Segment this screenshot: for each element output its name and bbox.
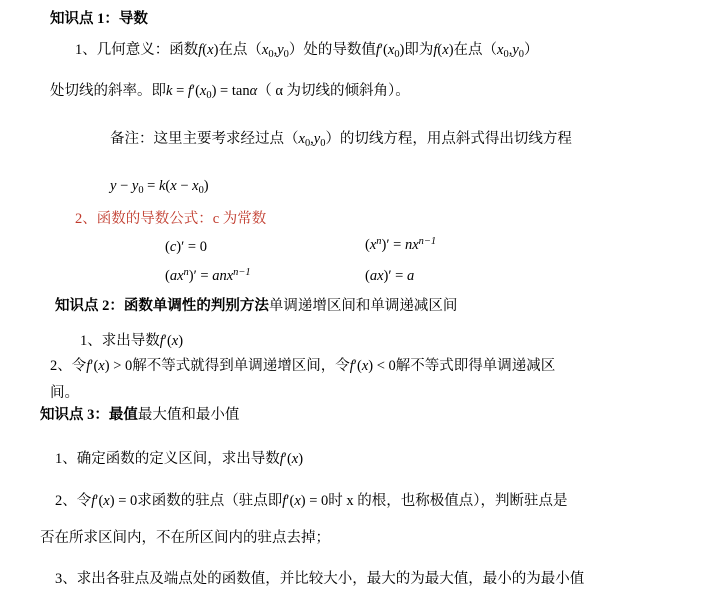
- math-f: f: [375, 42, 380, 58]
- section-heading-1: [50, 8, 148, 30]
- math-x: x: [497, 42, 504, 58]
- math-paren: ): [381, 237, 387, 253]
- math-prime: ′: [286, 493, 290, 509]
- section-heading-2-text: 知识点 2：函数单调性的判别方法: [55, 298, 269, 314]
- math-prime: ′: [95, 493, 99, 509]
- math-prime: ′: [283, 451, 287, 467]
- math-x: x: [442, 42, 449, 58]
- math-paren: (: [365, 268, 370, 284]
- formula-constant-derivative: [165, 236, 207, 258]
- text-run: 2、令: [50, 358, 87, 374]
- math-paren: ): [176, 239, 182, 255]
- text-run: 2、函数的导数公式：c 为常数: [75, 211, 267, 227]
- math-f: f: [279, 451, 284, 467]
- text-run: 1、确定函数的定义区间，求出导数: [55, 451, 280, 467]
- text-run: 时 x 的根，也称极值点），判断驻点是: [328, 493, 568, 509]
- math-prime: ′: [379, 42, 384, 58]
- text-run: 2、令: [55, 493, 92, 509]
- text-run: ）的切线方程，用点斜式得出切线方程: [325, 131, 572, 147]
- math-paren: (: [165, 268, 170, 284]
- math-x: x: [291, 451, 299, 467]
- math-prime: ′: [353, 358, 357, 374]
- math-y: y: [512, 42, 519, 58]
- math-paren: ): [368, 358, 374, 374]
- paragraph-step1-extremum: [55, 448, 303, 470]
- math-paren: ): [211, 83, 217, 99]
- math-paren: ): [298, 451, 304, 467]
- formula-coefficient-power-derivative: [165, 265, 251, 287]
- math-f: f: [282, 493, 287, 509]
- math-sub: 0: [268, 48, 274, 60]
- paragraph-note: [110, 128, 572, 152]
- math-x: x: [192, 178, 199, 194]
- paragraph-step3-extremum: [55, 568, 584, 590]
- paragraph-step2-monotonic-cont: [50, 382, 79, 404]
- paragraph-step2-extremum-cont: [40, 527, 330, 549]
- math-paren: (: [383, 42, 388, 58]
- math-paren: ): [213, 42, 219, 58]
- math-prime: ′: [386, 237, 390, 253]
- math-paren: ): [178, 333, 184, 349]
- math-minus: −: [120, 178, 129, 194]
- math-eq: =: [395, 268, 404, 284]
- math-y: y: [131, 178, 139, 194]
- math-paren: (: [202, 42, 208, 58]
- math-comma: ,: [310, 131, 314, 147]
- math-zero: 0: [321, 493, 329, 509]
- math-a: a: [406, 268, 415, 284]
- equation-point-slope: [110, 175, 209, 199]
- math-paren: (: [165, 239, 170, 255]
- text-run: 在点（: [218, 42, 262, 58]
- math-paren: (: [356, 358, 362, 374]
- math-nx: nx: [404, 237, 419, 253]
- math-paren: ): [300, 493, 306, 509]
- math-ax: ax: [369, 268, 384, 284]
- math-x: x: [171, 333, 179, 349]
- formula-power-derivative: [365, 234, 436, 256]
- math-prime: ′: [193, 268, 197, 284]
- math-x: x: [207, 42, 214, 58]
- math-sub: 0: [304, 137, 311, 149]
- math-c: c: [169, 239, 177, 255]
- math-sup: n−1: [233, 267, 251, 278]
- section-heading-3: [40, 404, 239, 426]
- text-run: 否在所求区间内，不在所区间内的驻点去掉；: [40, 530, 330, 546]
- math-x: x: [103, 493, 110, 509]
- math-prime: ′: [181, 239, 185, 255]
- paragraph-slope: [50, 80, 410, 104]
- math-f: f: [349, 358, 354, 374]
- math-paren: (: [166, 333, 172, 349]
- math-paren: (: [437, 42, 443, 58]
- math-paren: ): [104, 358, 110, 374]
- math-tan: tan: [231, 83, 250, 99]
- paragraph-step2-monotonic: [50, 355, 555, 377]
- math-comma: ,: [273, 42, 278, 58]
- math-eq: =: [187, 239, 197, 255]
- formula-linear-derivative: [365, 265, 414, 287]
- text-run: 解不等式即得单调递减区: [395, 358, 556, 374]
- math-zero: 0: [199, 239, 207, 255]
- math-x: x: [199, 83, 207, 99]
- paragraph-step1-monotonic: [80, 330, 183, 352]
- math-paren: ): [109, 493, 115, 509]
- math-paren: (: [98, 493, 104, 509]
- math-sup: n: [183, 267, 189, 278]
- math-f: f: [187, 83, 192, 99]
- math-sub: 0: [320, 137, 326, 149]
- math-eq: =: [200, 268, 209, 284]
- math-eq: =: [393, 237, 402, 253]
- math-sub: 0: [518, 48, 524, 60]
- text-run: 求函数的驻点（驻点即: [137, 493, 283, 509]
- math-prime: ′: [163, 333, 167, 349]
- paragraph-derivative-formulas-title: [75, 208, 266, 230]
- section-heading-3-text: 知识点 3：最值: [40, 407, 138, 423]
- text-run: 解不等式就得到单调递增区间，令: [132, 358, 350, 374]
- math-x: x: [170, 178, 177, 194]
- math-minus: −: [180, 178, 189, 194]
- math-x: x: [98, 358, 105, 374]
- math-y: y: [110, 178, 117, 194]
- math-comma: ,: [508, 42, 513, 58]
- math-f: f: [433, 42, 438, 58]
- math-paren: ): [448, 42, 454, 58]
- text-run: 即为: [404, 42, 434, 58]
- math-zero: 0: [125, 358, 133, 374]
- math-y: y: [277, 42, 284, 58]
- text-run: 1、几何意义：函数: [75, 42, 199, 58]
- math-prime: ′: [388, 268, 392, 284]
- text-run: （ α 为切线的倾斜角）。: [257, 83, 410, 99]
- math-paren: ): [383, 268, 389, 284]
- math-eq: =: [118, 493, 127, 509]
- math-paren: (: [93, 358, 99, 374]
- section-heading-2-rest: 单调递增区间和单调递减区间: [268, 298, 458, 314]
- math-prime: ′: [90, 358, 94, 374]
- math-k: k: [166, 83, 173, 99]
- math-anx: anx: [212, 268, 234, 284]
- math-paren: ): [203, 178, 209, 194]
- math-sub: 0: [394, 48, 400, 60]
- paragraph-geometric-meaning: [75, 39, 538, 63]
- math-x: x: [298, 131, 305, 147]
- text-run: 间。: [50, 385, 79, 401]
- math-sup: n: [376, 236, 382, 247]
- math-zero: 0: [130, 493, 138, 509]
- math-sub: 0: [198, 184, 204, 196]
- math-paren: (: [165, 178, 171, 194]
- math-sup: n−1: [418, 236, 437, 247]
- math-f: f: [91, 493, 96, 509]
- math-alpha: α: [249, 83, 258, 99]
- math-sub: 0: [503, 48, 509, 60]
- math-y: y: [313, 131, 321, 147]
- math-gt: >: [113, 358, 122, 374]
- math-lt: <: [376, 358, 385, 374]
- paragraph-step2-extremum: [55, 490, 568, 512]
- text-run: 备注：这里主要考求经过点（: [110, 131, 299, 147]
- math-f: f: [159, 333, 164, 349]
- text-run: 处切线的斜率。即: [50, 83, 166, 99]
- text-run: 3、求出各驻点及端点处的函数值，并比较大小，最大的为最大值，最小的为最小值: [55, 571, 585, 587]
- math-sub: 0: [138, 184, 144, 196]
- math-x: x: [294, 493, 301, 509]
- math-eq: =: [176, 83, 185, 99]
- text-run: ）: [523, 42, 539, 58]
- math-paren: ): [188, 268, 194, 284]
- section-heading-2: [55, 295, 457, 317]
- math-paren: (: [365, 237, 370, 253]
- math-k: k: [158, 178, 166, 194]
- math-eq: =: [220, 83, 229, 99]
- section-heading-1-text: 知识点 1：导数: [50, 11, 148, 27]
- math-f: f: [86, 358, 91, 374]
- math-prime: ′: [191, 83, 196, 99]
- math-x: x: [361, 358, 369, 374]
- text-run: 在点（: [453, 42, 498, 58]
- section-heading-3-rest: 最大值和最小值: [137, 407, 240, 423]
- math-f: f: [198, 42, 203, 58]
- math-paren: (: [286, 451, 292, 467]
- math-x: x: [261, 42, 269, 58]
- math-x: x: [387, 42, 395, 58]
- math-sub: 0: [206, 89, 212, 101]
- math-x: x: [369, 237, 377, 253]
- math-zero: 0: [388, 358, 396, 374]
- text-run: 1、求出导数: [80, 333, 160, 349]
- math-eq: =: [147, 178, 156, 194]
- math-sub: 0: [283, 48, 289, 60]
- math-eq: =: [309, 493, 318, 509]
- math-paren: (: [289, 493, 295, 509]
- math-ax: ax: [169, 268, 184, 284]
- math-paren: (: [195, 83, 200, 99]
- text-run: ）处的导数值: [288, 42, 376, 58]
- math-paren: ): [399, 42, 405, 58]
